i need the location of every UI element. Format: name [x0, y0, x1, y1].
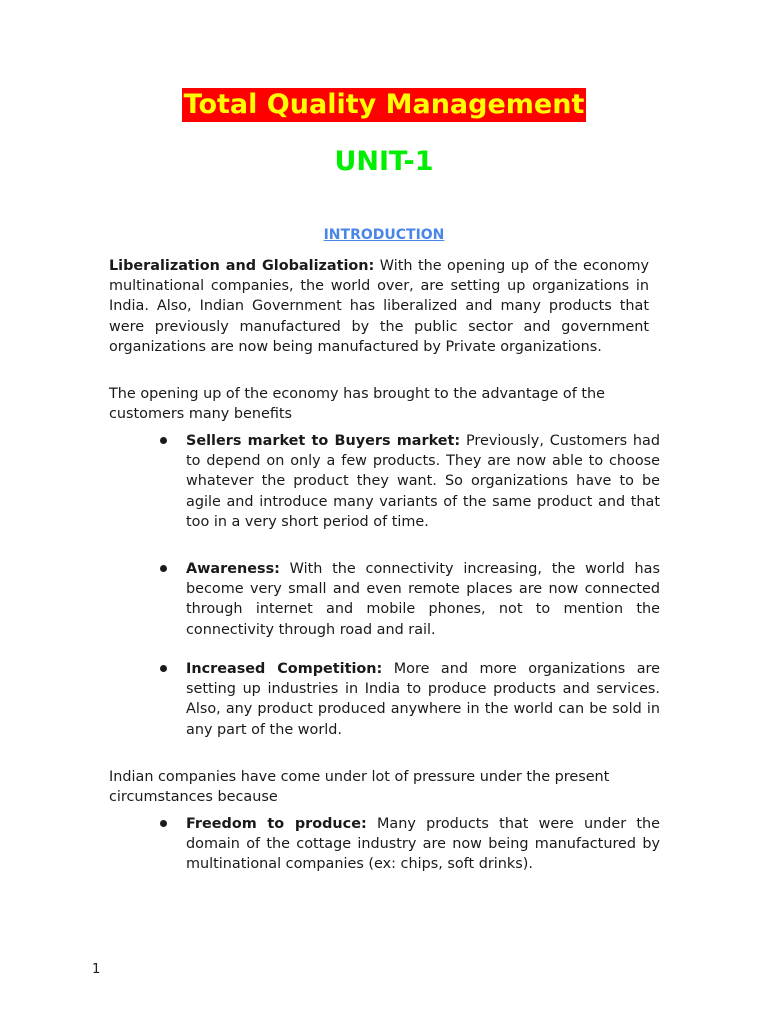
list-item-lead: Freedom to produce: — [186, 816, 367, 832]
list-item-body: Many products that were under the domain of the cottage industry are now being manufactured by multinational companies (ex: chips, soft drinks). — [186, 816, 660, 873]
list-item-body: Previously, Customers had to depend on only a few products. They are now able to choose whatever the product they want. So organizations have to be agile and introduce many variants of the same product and that too in a very short period of time. — [186, 433, 660, 530]
paragraph-lead: Liberalization and Globalization: — [109, 258, 375, 274]
list-item-text — [186, 431, 660, 532]
paragraph-benefits-intro: The opening up of the economy has brought to the advantage of the customers many benefits — [109, 386, 605, 423]
list-item-body: More and more organizations are setting up industries in India to produce products and services. Also, any product produced anywhere in the world can be sold in any part of the world. — [186, 661, 660, 738]
bullet-icon — [160, 665, 167, 672]
list-item-lead: Increased Competition: — [186, 661, 383, 677]
list-item-body: With the connectivity increasing, the world has become very small and even remote places are now connected through internet and mobile phones, not to mention the connectivity through road and rail. — [186, 561, 660, 638]
list-item-text — [186, 814, 660, 875]
paragraph-pressure-intro: Indian companies have come under lot of pressure under the present circumstances because — [109, 769, 610, 806]
paragraph-text: With the opening up of the economy multinational companies, the world over, are setting up organizations in India. Also, Indian Government has liberalized and many products that were previously manufactured by the public sector and government organizations are now being manufactured by Private organizations. — [109, 258, 649, 355]
document-title: Total Quality Management — [183, 89, 585, 120]
list-item-lead: Sellers market to Buyers market: — [186, 433, 461, 449]
title-wrap — [0, 88, 768, 122]
list-item-text — [186, 659, 660, 740]
bullet-icon — [160, 565, 167, 572]
list-item-text — [186, 559, 660, 640]
page-number: 1 — [92, 962, 101, 977]
list-item-lead: Awareness: — [186, 561, 280, 577]
unit-heading: UNIT-1 — [334, 146, 434, 177]
bullet-icon — [160, 437, 167, 444]
bullet-icon — [160, 820, 167, 827]
paragraph-liberalization — [109, 256, 649, 357]
section-heading-introduction: INTRODUCTION — [323, 227, 445, 243]
